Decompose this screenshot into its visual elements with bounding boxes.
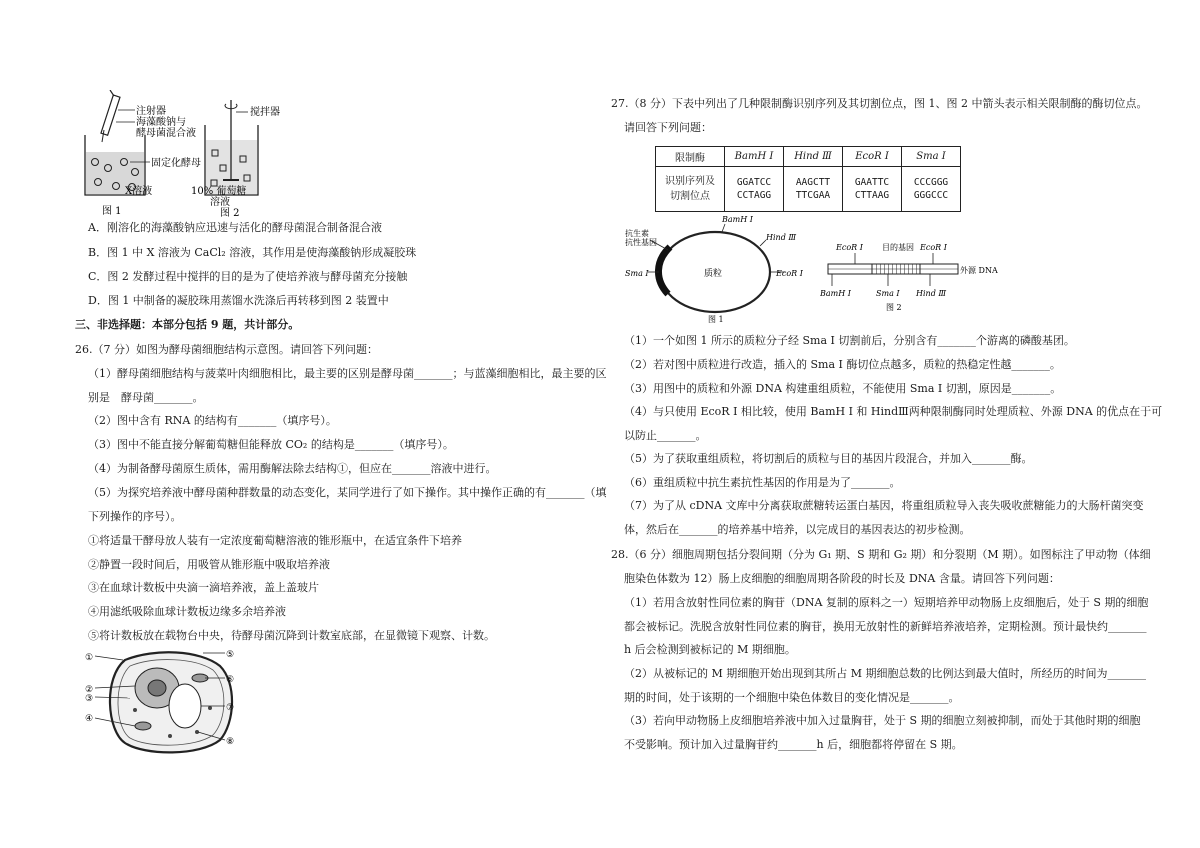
cell-label-3: ③: [85, 694, 94, 704]
cell-label-6: ⑥: [226, 675, 235, 685]
q27-p7a: （7）为了从 cDNA 文库中分离获取蔗糖转运蛋白基因，将重组质粒导入丧失吸收蔗糖能力的大肠杆菌突变: [624, 499, 1144, 512]
seq-top: CCCGGG: [913, 177, 949, 188]
q28-p3b: 不受影响。预计加入过量胸苷约_______h 后，细胞都将停留在 S 期。: [624, 738, 963, 751]
q28-p3a: （3）若向甲动物肠上皮细胞培养液中加入过量胸苷，处于 S 期的细胞立刻被抑制，而处于其他时期的细胞: [624, 714, 1141, 727]
fig2-hind-label: Hind Ⅲ: [916, 289, 947, 298]
glucose-label-2: 溶液: [210, 197, 230, 208]
immobilized-yeast-label: 固定化酵母: [151, 158, 201, 169]
target-gene-icon: [872, 264, 920, 274]
cell-label-2: ②: [85, 685, 94, 695]
vacuole-icon: [169, 684, 201, 728]
cell-label-4: ④: [85, 714, 94, 724]
restriction-enzyme-table: [655, 146, 961, 212]
cell-label-8: ⑧: [226, 737, 235, 747]
fig2-bamh-label: BamH Ⅰ: [820, 289, 851, 298]
q27-stem-1: 27.（8 分）下表中列出了几种限制酶识别序列及其切割位点，图 1、图 2 中箭头表示相关限制酶的酶切位点。: [611, 97, 1148, 110]
q27-p7b: 体，然后在_______的培养基中培养，以完成目的基因表达的初步检测。: [624, 523, 971, 536]
mix-label-1: 海藻酸钠与: [136, 117, 186, 128]
figure-1-caption: 图 1: [102, 206, 122, 217]
fig1-sma-label: Sma Ⅰ: [625, 269, 649, 278]
seq-top: AAGCTT: [795, 177, 831, 188]
q26-p1b: 别是 酵母菌_______。: [88, 391, 204, 404]
plasmid-label: 质粒: [704, 269, 723, 279]
q26-p5b: 下列操作的序号）。: [88, 510, 182, 523]
q27-p4b: 以防止_______。: [624, 429, 707, 442]
cell-label-1: ①: [85, 653, 94, 663]
fig2-ecor-left-label: EcoR Ⅰ: [836, 243, 863, 252]
q26-p3: （3）图中不能直接分解葡萄糖但能释放 CO₂ 的结构是_______（填序号）。: [88, 438, 454, 451]
syringe-label: 注射器: [136, 106, 166, 117]
resistance-label-1: 抗生素: [625, 229, 649, 238]
option-b: B．图 1 中 X 溶液为 CaCl₂ 溶液，其作用是使海藻酸钠形成凝胶珠: [88, 246, 417, 259]
syringe-icon: [101, 90, 120, 142]
foreign-dna-figure: [820, 240, 1030, 315]
table-header: EcoR Ⅰ: [843, 147, 902, 167]
q28-stem-1: 28.（6 分）细胞周期包括分裂间期（分为 G₁ 期、S 期和 G₂ 期）和分裂期（M 期）。如图标注了甲动物（体细: [611, 548, 1151, 561]
immobilization-figure: [80, 90, 320, 220]
q28-p2a: （2）从被标记的 M 期细胞开始出现到其所占 M 期细胞总数的比例达到最大值时，所经历的时间为_______: [624, 667, 1147, 680]
row-label-1: 识别序列及: [665, 176, 715, 187]
q26-p5a: （5）为探究培养液中酵母菌种群数量的动态变化，某同学进行了如下操作。其中操作正确的有_______（填: [88, 486, 607, 499]
seq-bottom: TTCGAA: [795, 190, 831, 201]
q28-stem-2: 胞染色体数为 12）肠上皮细胞的细胞周期各阶段的时长及 DNA 含量。请回答下列问题：: [624, 572, 1060, 585]
plasmid-figure: [620, 212, 810, 327]
fig2-sma-label: Sma Ⅰ: [876, 289, 900, 298]
q27-p4a: （4）与只使用 EcoR Ⅰ 相比较，使用 BamH Ⅰ 和 HindⅢ两种限制酶同时处理质粒、外源 DNA 的优点在于可: [624, 405, 1163, 418]
q28-p1c: h 后会检测到被标记的 M 期细胞。: [624, 643, 796, 656]
x-solution-label: X溶液: [125, 186, 153, 197]
section-title: 三、非选择题：本部分包括 9 题，共计部分。: [75, 318, 300, 331]
seq-bottom: CCTAGG: [736, 190, 772, 201]
seq-top: GGATCC: [736, 177, 772, 188]
q27-p2: （2）若对图中质粒进行改造，插入的 Sma Ⅰ 酶切位点越多，质粒的热稳定性越_______。: [624, 358, 1061, 371]
table-header: BamH Ⅰ: [725, 147, 784, 167]
q26-stem: 26.（7 分）如图为酵母菌细胞结构示意图。请回答下列问题：: [75, 343, 378, 356]
fig1-bamh-label: BamH Ⅰ: [722, 215, 753, 224]
q26-step-4: ④用滤纸吸除血球计数板边缘多余培养液: [88, 605, 286, 618]
glucose-label-1: 10% 葡萄糖: [191, 186, 247, 197]
cell-label-7: ⑦: [226, 703, 235, 713]
q26-step-5: ⑤将计数板放在载物台中央，待酵母菌沉降到计数室底部，在显微镜下观察、计数。: [88, 629, 495, 642]
yeast-cell-diagram: [85, 648, 245, 758]
q28-p2b: 期的时间，处于该期的一个细胞中染色体数目的变化情况是_______。: [624, 691, 960, 704]
q26-step-2: ②静置一段时间后，用吸管从锥形瓶中吸取培养液: [88, 558, 330, 571]
resistance-label-2: 抗性基因: [625, 238, 657, 247]
table-header: Sma Ⅰ: [902, 147, 961, 167]
q26-p4: （4）为制备酵母菌原生质体，需用酶解法除去结构①，但应在_______溶液中进行。: [88, 462, 497, 475]
fig1-hind-label: Hind Ⅲ: [766, 233, 797, 242]
foreign-dna-label: 外源 DNA: [960, 266, 998, 275]
table-header: 限制酶: [656, 147, 725, 167]
q27-stem-2: 请回答下列问题：: [624, 121, 712, 134]
option-a: A．刚溶化的海藻酸钠应迅速与活化的酵母菌混合制备混合液: [88, 221, 382, 234]
table-cell: [843, 167, 902, 212]
table-header: Hind Ⅲ: [784, 147, 843, 167]
table-header-row: [656, 147, 961, 167]
q26-step-1: ①将适量干酵母放人装有一定浓度葡萄糖溶液的锥形瓶中，在适宜条件下培养: [88, 534, 462, 547]
target-gene-label: 目的基因: [882, 243, 914, 252]
q26-p2: （2）图中含有 RNA 的结构有_______（填序号）。: [88, 414, 337, 427]
q28-p1a: （1）若用含放射性同位素的胸苷（DNA 复制的原料之一）短期培养甲动物肠上皮细胞后，处于 S 期的细胞: [624, 596, 1149, 609]
stirrer-label: 搅拌器: [250, 107, 280, 118]
q28-p1b: 都会被标记。洗脱含放射性同位素的胸苷，换用无放射性的新鲜培养液培养，定期检测。预计最快约_______: [624, 620, 1147, 633]
seq-bottom: GGGCCC: [913, 190, 949, 201]
option-c: C．图 2 发酵过程中搅拌的目的是为了使培养液与酵母菌充分接触: [88, 270, 408, 283]
row-label-2: 切割位点: [670, 191, 710, 202]
cell-label-5: ⑤: [226, 650, 235, 660]
option-d: D．图 1 中制备的凝胶珠用蒸馏水洗涤后再转移到图 2 装置中: [88, 294, 389, 307]
q27-p6: （6）重组质粒中抗生素抗性基因的作用是为了_______。: [624, 476, 901, 489]
resistance-gene-icon: [658, 247, 670, 294]
fig2-ecor-right-label: EcoR Ⅰ: [920, 243, 947, 252]
table-row-label: [656, 167, 725, 212]
seq-bottom: CTTAAG: [854, 190, 890, 201]
table-row: [656, 167, 961, 212]
fig1-ecor-label: EcoR Ⅰ: [776, 269, 803, 278]
q27-p3: （3）用图中的质粒和外源 DNA 构建重组质粒，不能使用 Sma Ⅰ 切割，原因是_______。: [624, 382, 1062, 395]
table-cell: [725, 167, 784, 212]
q27-p1: （1）一个如图 1 所示的质粒分子经 Sma Ⅰ 切割前后，分别含有_______个游离的磷酸基团。: [624, 334, 1075, 347]
q26-step-3: ③在血球计数板中央滴一滴培养液，盖上盖玻片: [88, 581, 319, 594]
table-cell: [784, 167, 843, 212]
fig2-caption: 图 2: [886, 303, 902, 312]
seq-top: GAATTC: [854, 177, 890, 188]
table-cell: [902, 167, 961, 212]
fig1-caption: 图 1: [708, 315, 724, 324]
q26-p1a: （1）酵母菌细胞结构与菠菜叶肉细胞相比，最主要的区别是酵母菌_______；与蓝藻细胞相比，最主要的区: [88, 367, 607, 380]
figure-2-caption: 图 2: [220, 208, 240, 219]
mix-label-2: 酵母菌混合液: [136, 128, 196, 139]
q27-p5: （5）为了获取重组质粒，将切割后的质粒与目的基因片段混合，并加入_______酶。: [624, 452, 1033, 465]
